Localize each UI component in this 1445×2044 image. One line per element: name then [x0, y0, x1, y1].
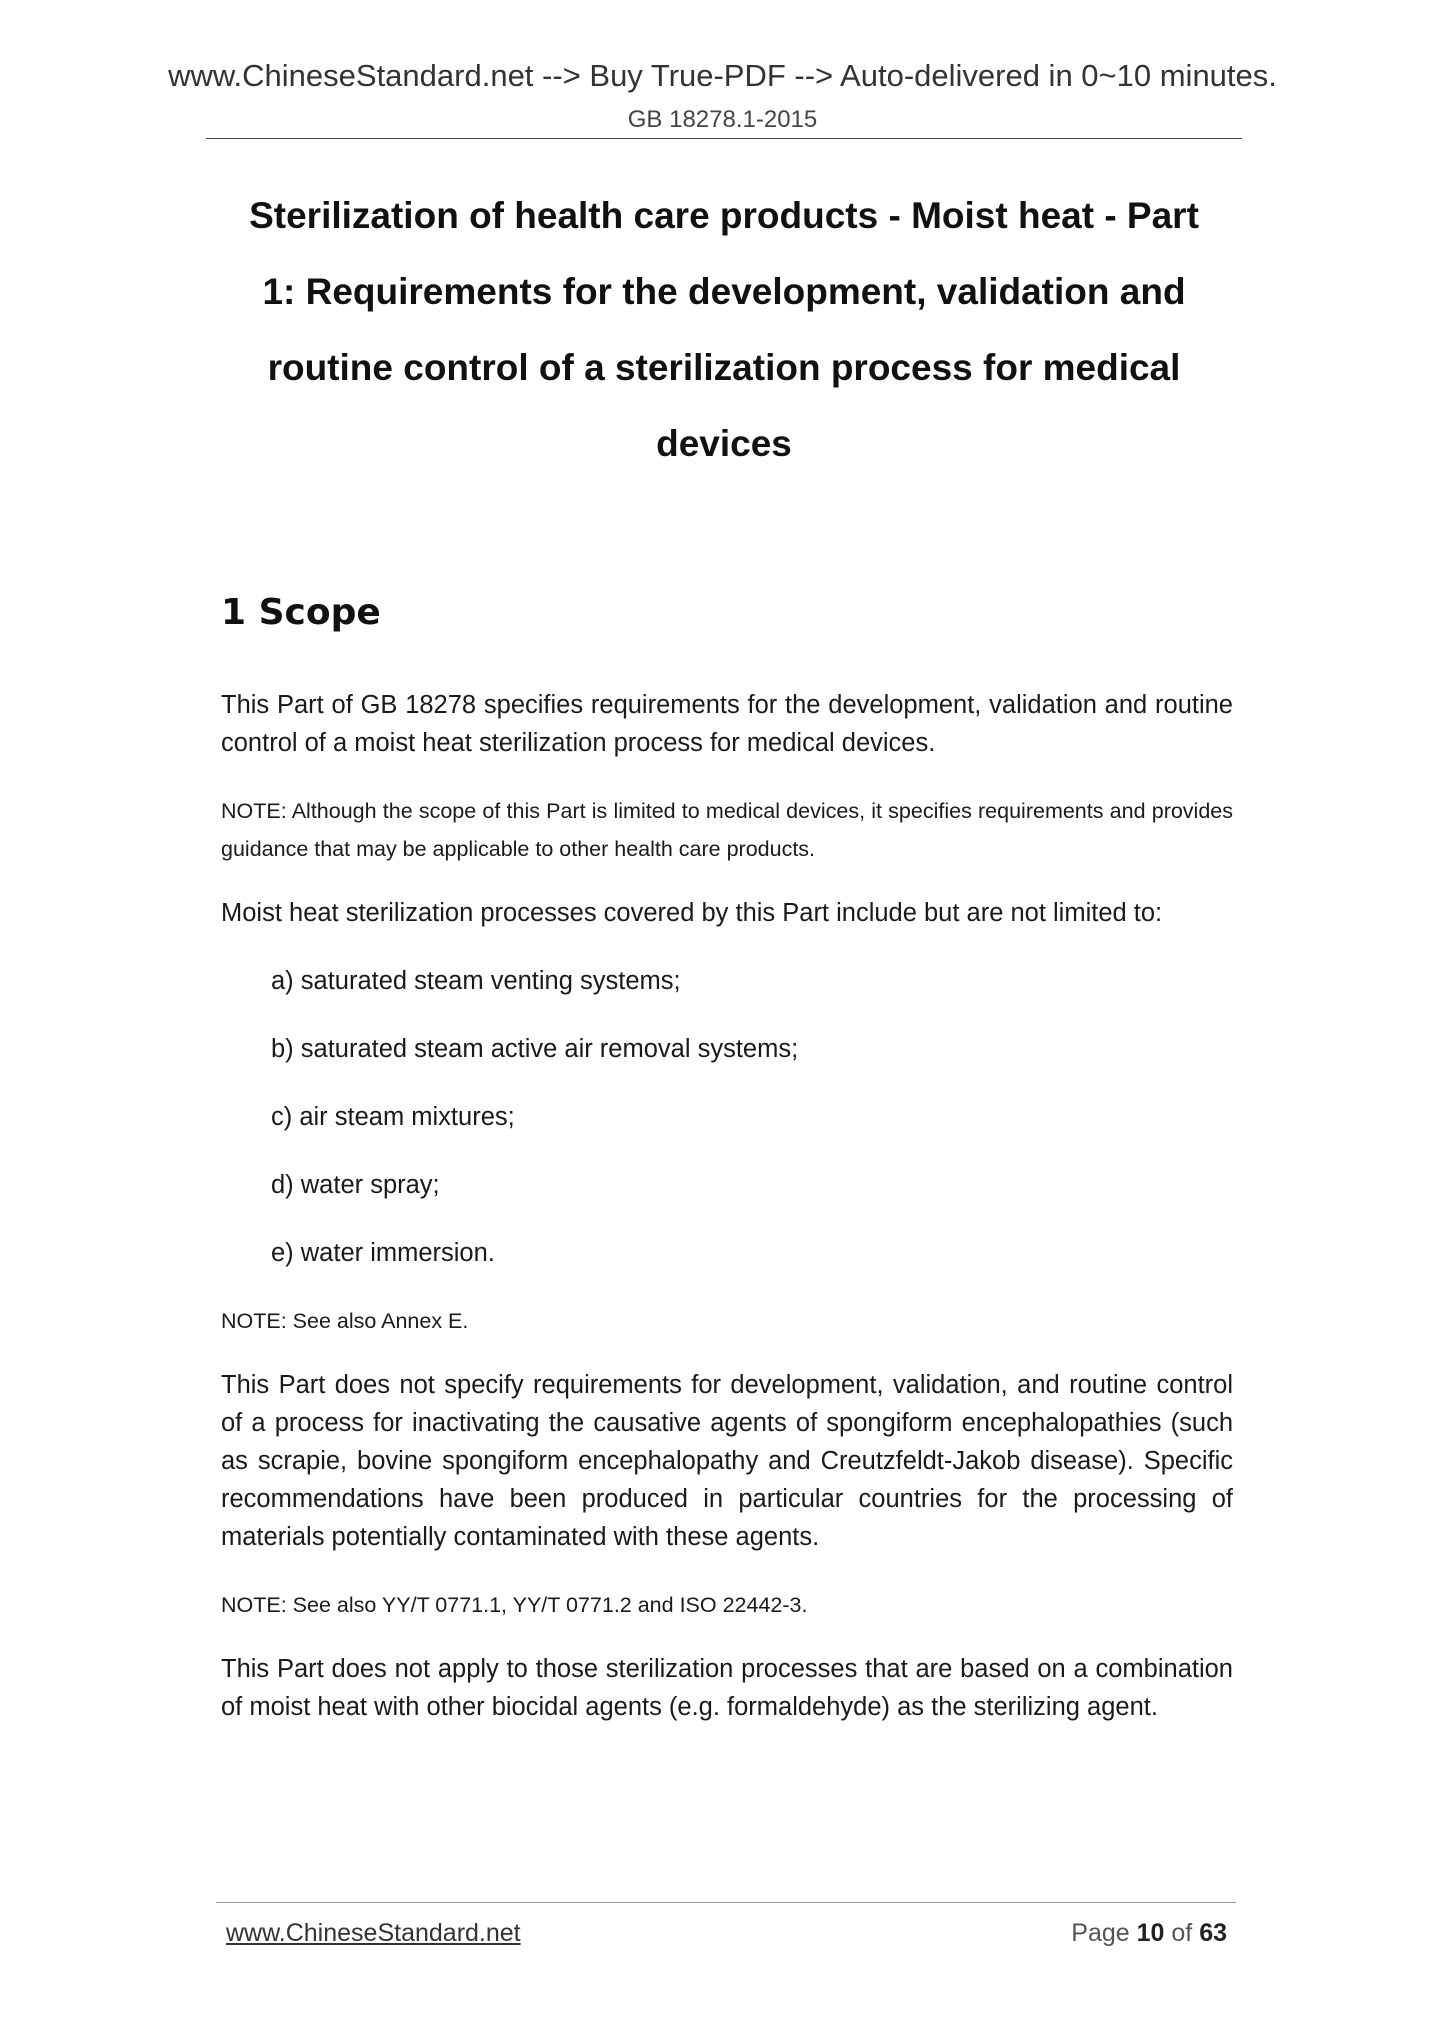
note-annex-e: NOTE: See also Annex E. — [221, 1309, 469, 1333]
title-line-2: 1: Requirements for the development, validation and — [262, 271, 1186, 312]
footer-divider — [216, 1902, 1236, 1903]
paragraph-biocidal-exclusion: This Part does not apply to those sterilization processes that are based on a combination of moist heat with other biocidal agents (e.g. formaldehyde) as the sterilizing agent. — [221, 1655, 1233, 1721]
header-banner: www.ChineseStandard.net --> Buy True-PDF --> Auto-delivered in 0~10 minutes. — [168, 58, 1277, 93]
page-current: 10 — [1136, 1919, 1165, 1947]
document-title — [206, 178, 1242, 482]
page-number — [1071, 1916, 1227, 1950]
title-line-1: Sterilization of health care products - Moist heat - Part — [249, 195, 1199, 236]
footer-website-link[interactable]: www.ChineseStandard.net — [226, 1919, 521, 1947]
standard-code: GB 18278.1-2015 — [627, 106, 818, 133]
note-medical-devices: NOTE: Although the scope of this Part is limited to medical devices, it specifies requirements and provides guidance that may be applicable to other health care products. — [221, 799, 1233, 861]
process-list — [271, 962, 1233, 1272]
note-yyt-references: NOTE: See also YY/T 0771.1, YY/T 0771.2 and ISO 22442-3. — [221, 1593, 808, 1617]
list-item: c) air steam mixtures; — [271, 1103, 515, 1131]
title-line-3: routine control of a sterilization process for medical — [267, 347, 1181, 388]
paragraph-processes-covered: Moist heat sterilization processes covered by this Part include but are not limited to: — [221, 899, 1163, 927]
title-line-4: devices — [656, 423, 792, 464]
list-item: d) water spray; — [271, 1171, 440, 1199]
list-item: a) saturated steam venting systems; — [271, 967, 681, 995]
page-prefix: Page — [1071, 1919, 1130, 1947]
paragraph-spongiform-exclusion: This Part does not specify requirements for development, validation, and routine control of a process for inactivating the causative agents of spongiform encephalopathies (such as scrapie, bovine spongiform encephalopathy and Creutzfeldt-Jakob disease). Specific recommendations have been produced in particular countries for the processing of materials potentially contaminated with these agents. — [221, 1371, 1233, 1551]
list-item: b) saturated steam active air removal systems; — [271, 1035, 799, 1063]
document-body — [221, 686, 1233, 1756]
list-item: e) water immersion. — [271, 1239, 495, 1267]
paragraph-scope-intro: This Part of GB 18278 specifies requirements for the development, validation and routine control of a moist heat sterilization process for medical devices. — [221, 691, 1233, 757]
header-divider — [206, 138, 1242, 139]
page-of: of — [1171, 1919, 1193, 1947]
section-heading-scope: 1 Scope — [221, 592, 381, 633]
page-total: 63 — [1199, 1919, 1227, 1947]
